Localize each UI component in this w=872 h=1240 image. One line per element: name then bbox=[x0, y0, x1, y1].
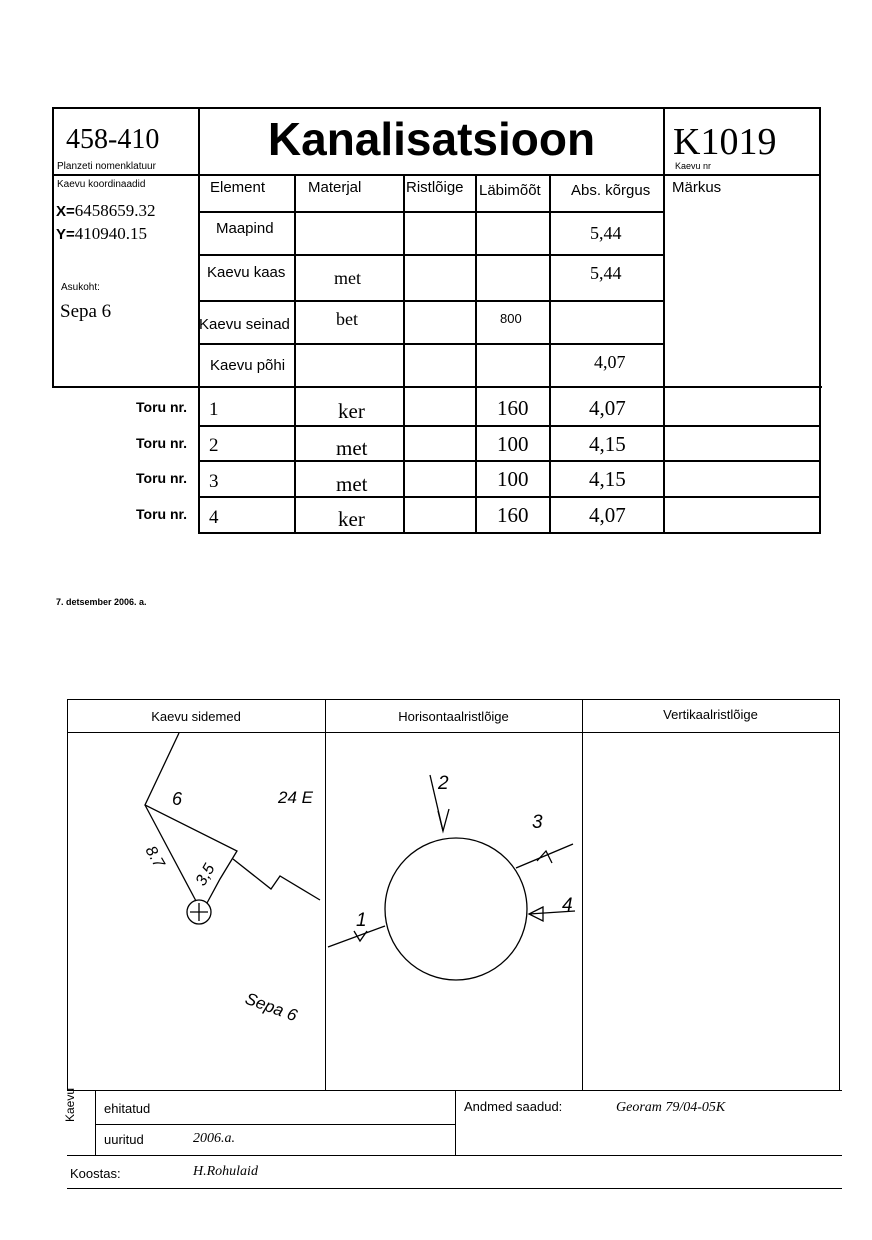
pipe-row-diameter: 160 bbox=[497, 396, 529, 420]
element-row-name: Kaevu seinad bbox=[199, 316, 290, 333]
pipe-row-diameter: 160 bbox=[497, 503, 529, 527]
pipe-3-label: 3 bbox=[532, 812, 543, 833]
sketch-pipe-line bbox=[233, 859, 320, 900]
pipe-row-number: 2 bbox=[209, 435, 219, 456]
section-title-horizontal: Horisontaalristlõige bbox=[398, 709, 509, 724]
pipe-3-mark bbox=[537, 851, 552, 863]
nomenclature-value: 458-410 bbox=[66, 124, 160, 155]
pipe-1-label: 1 bbox=[356, 910, 367, 931]
coordinate-x bbox=[56, 201, 156, 221]
kaev-label: Kaevu bbox=[63, 1087, 77, 1122]
pipe-row-label: Toru nr. bbox=[136, 435, 188, 451]
col-header-abs-height: Abs. kõrgus bbox=[571, 182, 651, 199]
coordinate-x-value: 6458659.32 bbox=[74, 201, 156, 220]
manhole-cross bbox=[190, 903, 208, 921]
pipe-row-height: 4,15 bbox=[589, 467, 626, 491]
element-row-name: Maapind bbox=[216, 220, 274, 237]
element-row-material: met bbox=[334, 268, 361, 288]
col-header-element: Element bbox=[210, 179, 266, 196]
pipe-row-material: ker bbox=[338, 399, 365, 423]
pipe-row-diameter: 100 bbox=[497, 432, 529, 456]
coordinate-y bbox=[56, 224, 147, 244]
element-row-height: 4,07 bbox=[594, 352, 626, 372]
element-row-height: 5,44 bbox=[590, 263, 622, 283]
pipe-row-diameter: 100 bbox=[497, 467, 529, 491]
element-row-diameter: 800 bbox=[500, 311, 522, 326]
pipe-row-number: 3 bbox=[209, 471, 219, 492]
connections-sketch bbox=[68, 733, 325, 1090]
sketch-dist-1: 6 bbox=[172, 789, 183, 809]
sketch-dist-3: 3,5 bbox=[192, 861, 219, 889]
manhole-circle bbox=[385, 838, 527, 980]
pipe-row-number: 1 bbox=[209, 399, 219, 420]
sketch-street-label: Sepa 6 bbox=[242, 988, 300, 1026]
sketch-dist-2: 8.7 bbox=[141, 843, 168, 872]
pipe-2-arrow bbox=[438, 809, 449, 831]
manhole-number: K1019 bbox=[673, 121, 777, 163]
section-title-connections: Kaevu sidemed bbox=[151, 709, 241, 724]
pipe-row-material: ker bbox=[338, 507, 365, 531]
coordinate-x-prefix: X= bbox=[56, 203, 75, 220]
pipe-row-label: Toru nr. bbox=[136, 506, 188, 522]
pipe-1-mark bbox=[354, 931, 367, 941]
coordinate-y-prefix: Y= bbox=[56, 226, 75, 243]
pipe-row-label: Toru nr. bbox=[136, 399, 188, 415]
coordinate-y-value: 410940.15 bbox=[74, 224, 148, 243]
location-value: Sepa 6 bbox=[60, 301, 112, 322]
sketch-north-label: 24 E bbox=[278, 788, 313, 807]
col-header-diameter: Läbimõõt bbox=[479, 182, 541, 199]
col-header-material: Materjal bbox=[308, 179, 362, 196]
pipe-4-label: 4 bbox=[562, 895, 573, 916]
manhole-number-label: Kaevu nr bbox=[675, 161, 712, 171]
surveyed-label: uuritud bbox=[104, 1132, 144, 1147]
compiled-by-label: Koostas: bbox=[70, 1166, 121, 1181]
coordinates-label: Kaevu koordinaadid bbox=[57, 179, 146, 190]
pipe-3-line bbox=[516, 844, 573, 868]
sketch-outline bbox=[145, 733, 237, 903]
pipe-2-label: 2 bbox=[438, 773, 449, 794]
compiled-by-value: H.Rohulaid bbox=[193, 1164, 258, 1179]
pipe-row-material: met bbox=[336, 472, 368, 496]
pipe-row-height: 4,07 bbox=[589, 396, 626, 420]
col-header-notes: Märkus bbox=[672, 179, 722, 196]
data-source-label: Andmed saadud: bbox=[464, 1099, 563, 1114]
element-row-name: Kaevu põhi bbox=[210, 357, 286, 374]
location-label: Asukoht: bbox=[61, 282, 100, 293]
pipe-row-label: Toru nr. bbox=[136, 470, 188, 486]
pipe-row-number: 4 bbox=[209, 507, 219, 528]
built-label: ehitatud bbox=[104, 1101, 151, 1116]
horizontal-section-sketch bbox=[326, 733, 582, 1090]
element-row-height: 5,44 bbox=[590, 223, 622, 243]
data-source-value: Georam 79/04-05K bbox=[616, 1100, 726, 1115]
page-title: Kanalisatsioon bbox=[267, 113, 596, 165]
document-date: 7. detsember 2006. a. bbox=[56, 597, 147, 607]
element-row-name: Kaevu kaas bbox=[207, 264, 286, 281]
section-title-vertical: Vertikaalristlõige bbox=[663, 707, 758, 722]
pipe-row-height: 4,15 bbox=[589, 432, 626, 456]
pipe-row-height: 4,07 bbox=[589, 503, 626, 527]
surveyed-value: 2006.a. bbox=[193, 1131, 235, 1146]
element-row-material: bet bbox=[336, 309, 358, 329]
nomenclature-label: Planzeti nomenklatuur bbox=[57, 161, 156, 172]
col-header-cross-section: Ristlõige bbox=[406, 179, 464, 196]
pipe-row-material: met bbox=[336, 436, 368, 460]
